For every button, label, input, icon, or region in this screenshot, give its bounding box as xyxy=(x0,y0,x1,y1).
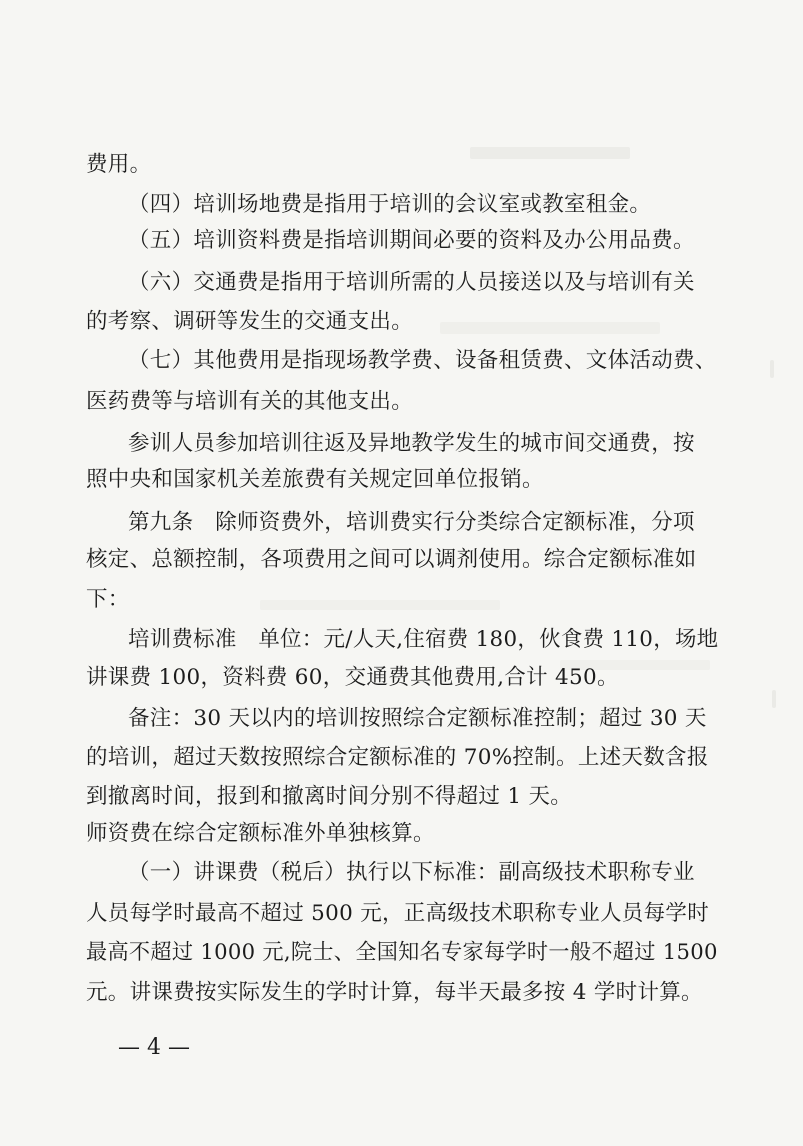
text-line: 第九条 除师资费外，培训费实行分类综合定额标准，分项 xyxy=(128,510,695,535)
bleed-through-mark xyxy=(260,600,500,610)
text-line: （一）讲课费（税后）执行以下标准：副高级技术职称专业 xyxy=(128,860,695,885)
text-line: 照中央和国家机关差旅费有关规定回单位报销。 xyxy=(86,467,544,492)
text-line: 核定、总额控制，各项费用之间可以调剂使用。综合定额标准如 xyxy=(86,547,697,572)
text-line: 的培训，超过天数按照综合定额标准的 70%控制。上述天数含报 xyxy=(86,745,709,770)
text-line: （四）培训场地费是指用于培训的会议室或教室租金。 xyxy=(128,192,652,217)
text-line: 人员每学时最高不超过 500 元，正高级技术职称专业人员每学时 xyxy=(86,901,710,926)
text-line: （七）其他费用是指现场教学费、设备租赁费、文体活动费、 xyxy=(128,348,717,373)
text-line: 的考察、调研等发生的交通支出。 xyxy=(86,309,414,334)
page-number: — 4 — xyxy=(118,1035,190,1060)
text-line: （六）交通费是指用于培训所需的人员接送以及与培训有关 xyxy=(128,270,695,295)
text-line: 培训费标准 单位：元/人天,住宿费 180，伙食费 110，场地 xyxy=(128,627,719,652)
text-line: 下： xyxy=(86,587,130,612)
scan-speck xyxy=(772,690,776,708)
text-line: 最高不超过 1000 元,院士、全国知名专家每学时一般不超过 1500 xyxy=(86,940,718,965)
bleed-through-mark xyxy=(440,322,660,334)
text-line: 备注：30 天以内的培训按照综合定额标准控制；超过 30 天 xyxy=(128,706,707,731)
text-line: 讲课费 100，资料费 60，交通费其他费用,合计 450。 xyxy=(86,665,619,690)
text-line: 参训人员参加培训往返及异地教学发生的城市间交通费，按 xyxy=(128,431,695,456)
text-line: 元。讲课费按实际发生的学时计算，每半天最多按 4 学时计算。 xyxy=(86,980,703,1005)
text-line: 到撤离时间，报到和撤离时间分别不得超过 1 天。 xyxy=(86,784,573,809)
text-line: 医药费等与培训有关的其他支出。 xyxy=(86,389,414,414)
text-line: 师资费在综合定额标准外单独核算。 xyxy=(86,821,435,846)
text-line: （五）培训资料费是指培训期间必要的资料及办公用品费。 xyxy=(128,228,695,253)
scan-speck xyxy=(770,360,774,378)
text-line: 费用。 xyxy=(86,152,152,177)
bleed-through-mark xyxy=(470,147,630,159)
